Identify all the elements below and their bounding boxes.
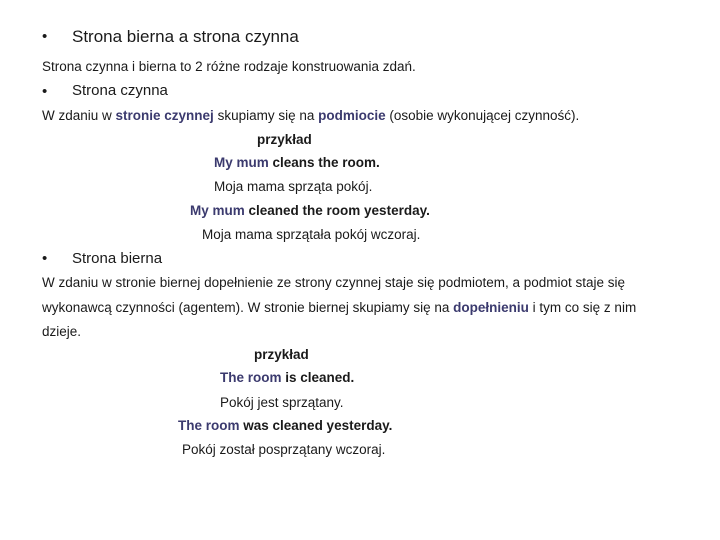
active-desc-post: (osobie wykonującej czynność).	[385, 108, 580, 123]
page-title: Strona bierna a strona czynna	[72, 27, 299, 46]
passive-example-1-translation: Pokój jest sprzątany.	[220, 395, 344, 410]
active-ex1-subject: My mum	[214, 155, 269, 170]
active-title: Strona czynna	[72, 82, 168, 99]
passive-example-label: przykład	[254, 347, 309, 362]
passive-line2-post: i tym co się z nim	[528, 300, 637, 315]
heading-bullet: •	[42, 28, 48, 45]
active-example-2	[190, 203, 430, 218]
passive-title: Strona bierna	[72, 250, 163, 267]
passive-desc-line-1: W zdaniu w stronie biernej dopełnienie ze strony czynnej staje się podmiotem, a podmiot staje się	[42, 275, 626, 290]
active-desc-highlight-2: podmiocie	[318, 108, 386, 123]
passive-line2-highlight: dopełnieniu	[453, 300, 529, 315]
active-desc-pre: W zdaniu w	[42, 108, 116, 123]
passive-ex2-subject: The room	[178, 418, 240, 433]
passive-desc-line-2	[42, 300, 636, 315]
intro-text: Strona czynna i bierna to 2 różne rodzaje konstruowania zdań.	[42, 59, 416, 74]
active-ex2-rest: cleaned the room yesterday.	[244, 203, 430, 218]
active-example-label: przykład	[257, 132, 312, 147]
passive-ex1-rest: is cleaned.	[281, 370, 355, 385]
passive-example-2	[178, 418, 392, 433]
active-example-2-translation: Moja mama sprzątała pokój wczoraj.	[202, 227, 421, 242]
active-desc-highlight-1: stronie czynnej	[115, 108, 214, 123]
passive-desc-line-3: dzieje.	[42, 324, 82, 339]
active-ex2-subject: My mum	[190, 203, 245, 218]
active-ex1-rest: cleans the room.	[268, 155, 380, 170]
passive-line2-pre: wykonawcą czynności (agentem). W stronie biernej skupiamy się na	[42, 300, 454, 315]
passive-example-1	[220, 370, 354, 385]
passive-example-2-translation: Pokój został posprzątany wczoraj.	[182, 442, 386, 457]
active-bullet: •	[42, 83, 48, 100]
active-example-1-translation: Moja mama sprząta pokój.	[214, 179, 373, 194]
active-description	[42, 108, 579, 123]
passive-ex1-subject: The room	[220, 370, 282, 385]
passive-ex2-rest: was cleaned yesterday.	[239, 418, 393, 433]
active-desc-mid: skupiamy się na	[213, 108, 319, 123]
active-example-1	[214, 155, 380, 170]
passive-bullet: •	[42, 250, 48, 267]
